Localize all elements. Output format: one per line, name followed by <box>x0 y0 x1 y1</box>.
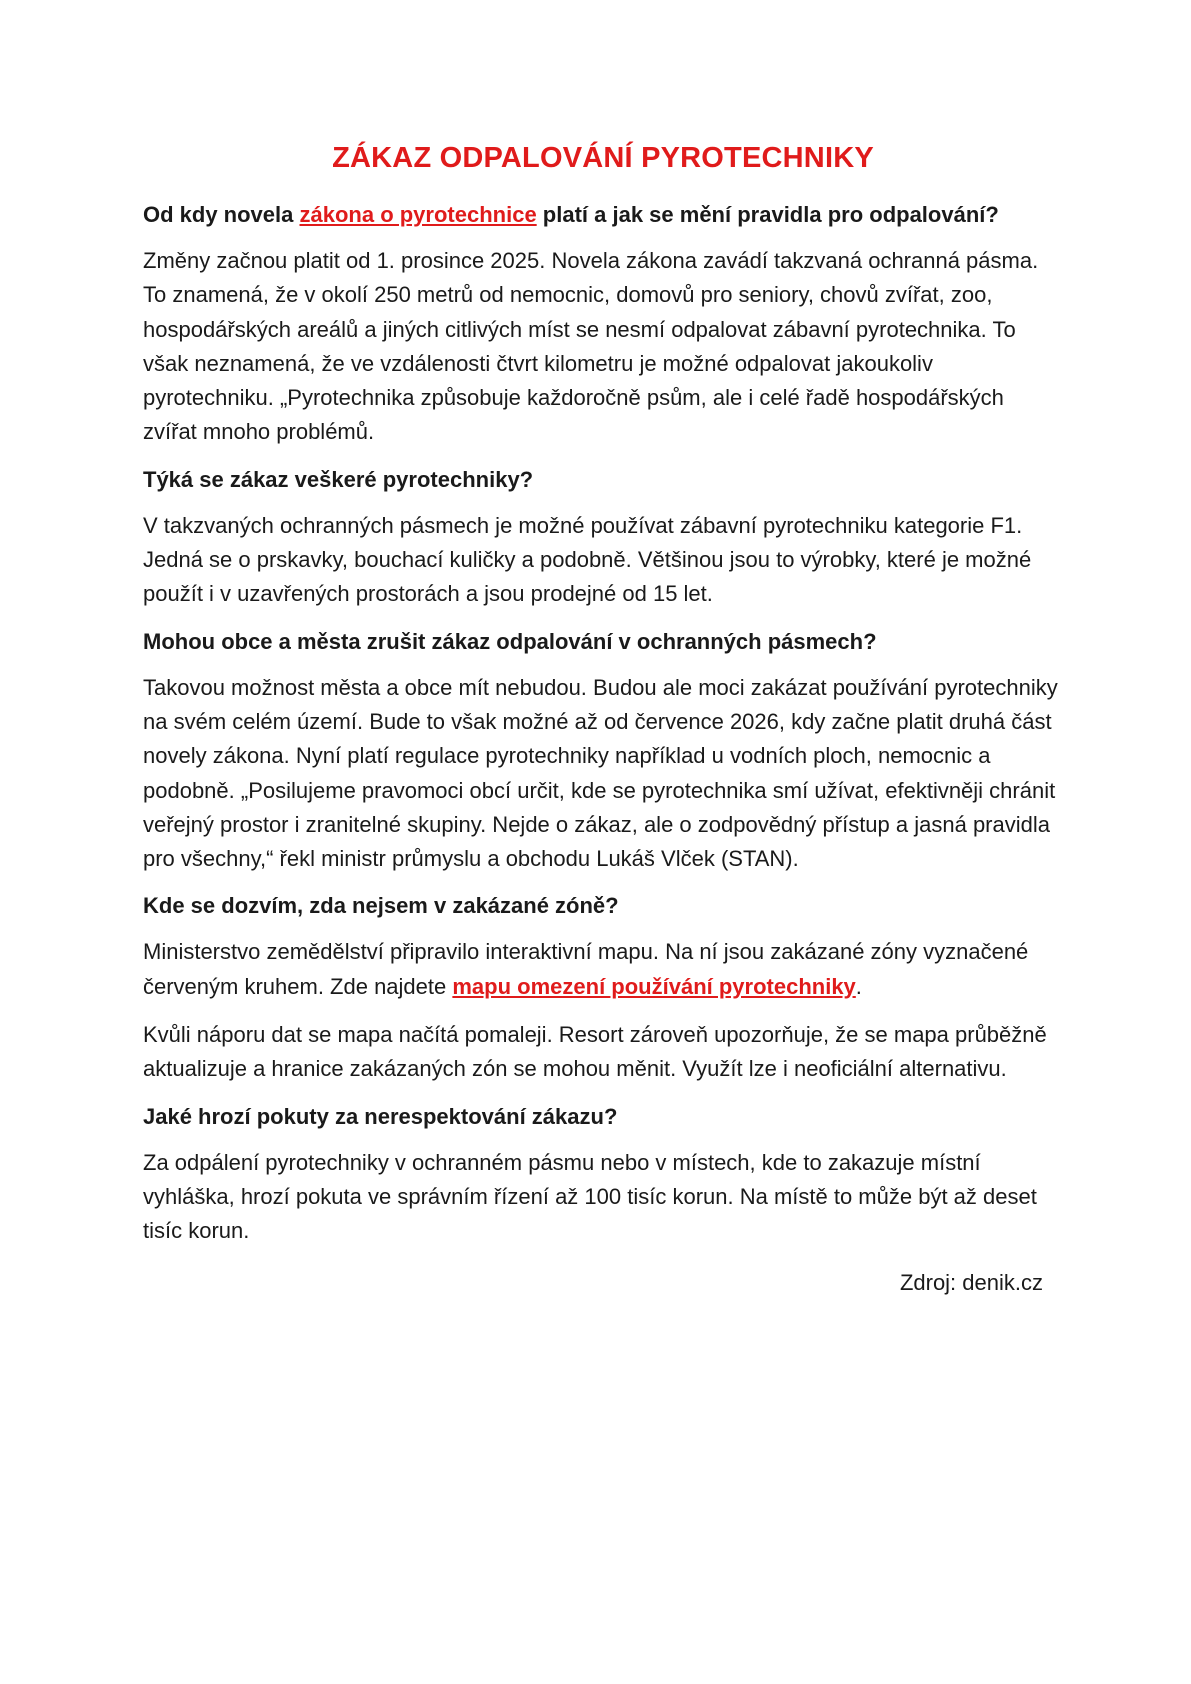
paragraph-4 <box>143 935 1063 1004</box>
question-2: Týká se zákaz veškeré pyrotechniky? <box>143 466 534 492</box>
map-link[interactable]: mapu omezení používání pyrotechniky <box>452 973 856 999</box>
question-1 <box>143 199 1063 230</box>
paragraph-3: Takovou možnost města a obce mít nebudou. Budou ale moci zakázat používání pyrotechniky na svém celém území. Bude to však možné až od července 2026, kdy začne platit druhá část novely zákona. Nyní platí regulace pyrotechniky například u vodních ploch, nemocnic a podobně. „Posilujeme pravomoci obcí určit, kde se pyrotechnika smí užívat, efektivněji chránit veřejný prostor i zranitelné skupiny. Nejde o zákaz, ale o zodpovědný přístup a jasná pravidla pro všechny,“ řekl ministr průmyslu a obchodu Lukáš Vlček (STAN). <box>143 674 1058 872</box>
paragraph-4-pre: Ministerstvo zemědělství připravilo interaktivní mapu. Na ní jsou zakázané zóny vyznačené červeným kruhem. Zde najdete <box>143 939 1029 999</box>
paragraph-5: Za odpálení pyrotechniky v ochranném pásmu nebo v místech, kde to zakazuje místní vyhláška, hrozí pokuta ve správním řízení až 100 tisíc korun. Na místě to může být až deset tisíc korun. <box>143 1149 1037 1244</box>
paragraph-4b: Kvůli náporu dat se mapa načítá pomaleji. Resort zároveň upozorňuje, že se mapa průběžně aktualizuje a hranice zakázaných zón se mohou měnit. Využít lze i neoficiální alternativu. <box>143 1022 1047 1082</box>
zakon-link[interactable]: zákona o pyrotechnice <box>299 202 537 227</box>
question-1-pre: Od kdy novela <box>143 202 300 227</box>
paragraph-4-post: . <box>855 973 862 999</box>
page-title: ZÁKAZ ODPALOVÁNÍ PYROTECHNIKY <box>332 142 874 174</box>
paragraph-2: V takzvaných ochranných pásmech je možné používat zábavní pyrotechniku kategorie F1. Jedná se o prskavky, bouchací kuličky a podobně. Většinou jsou to výrobky, které je možné použít i v uzavřených prostorách a jsou prodejné od 15 let. <box>143 512 1032 607</box>
paragraph-1: Změny začnou platit od 1. prosince 2025. Novela zákona zavádí takzvaná ochranná pásma. To znamená, že v okolí 250 metrů od nemocnic, domovů pro seniory, chovů zvířat, zoo, hospodářských areálů a jiných citlivých míst se nesmí odpalovat zábavní pyrotechnika. To však neznamená, že ve vzdálenosti čtvrt kilometru je možné odpalovat jakoukoliv pyrotechniku. „Pyrotechnika způsobuje každoročně psům, ale i celé řadě hospodářských zvířat mnoho problémů. <box>143 248 1039 445</box>
source-credit: Zdroj: denik.cz <box>899 1269 1043 1295</box>
document-page <box>143 142 1063 1298</box>
question-1-post: platí a jak se mění pravidla pro odpalování? <box>536 202 999 227</box>
question-3: Mohou obce a města zrušit zákaz odpalování v ochranných pásmech? <box>143 628 877 654</box>
question-5: Jaké hrozí pokuty za nerespektování zákazu? <box>143 1103 618 1129</box>
question-4: Kde se dozvím, zda nejsem v zakázané zóně? <box>143 893 619 919</box>
